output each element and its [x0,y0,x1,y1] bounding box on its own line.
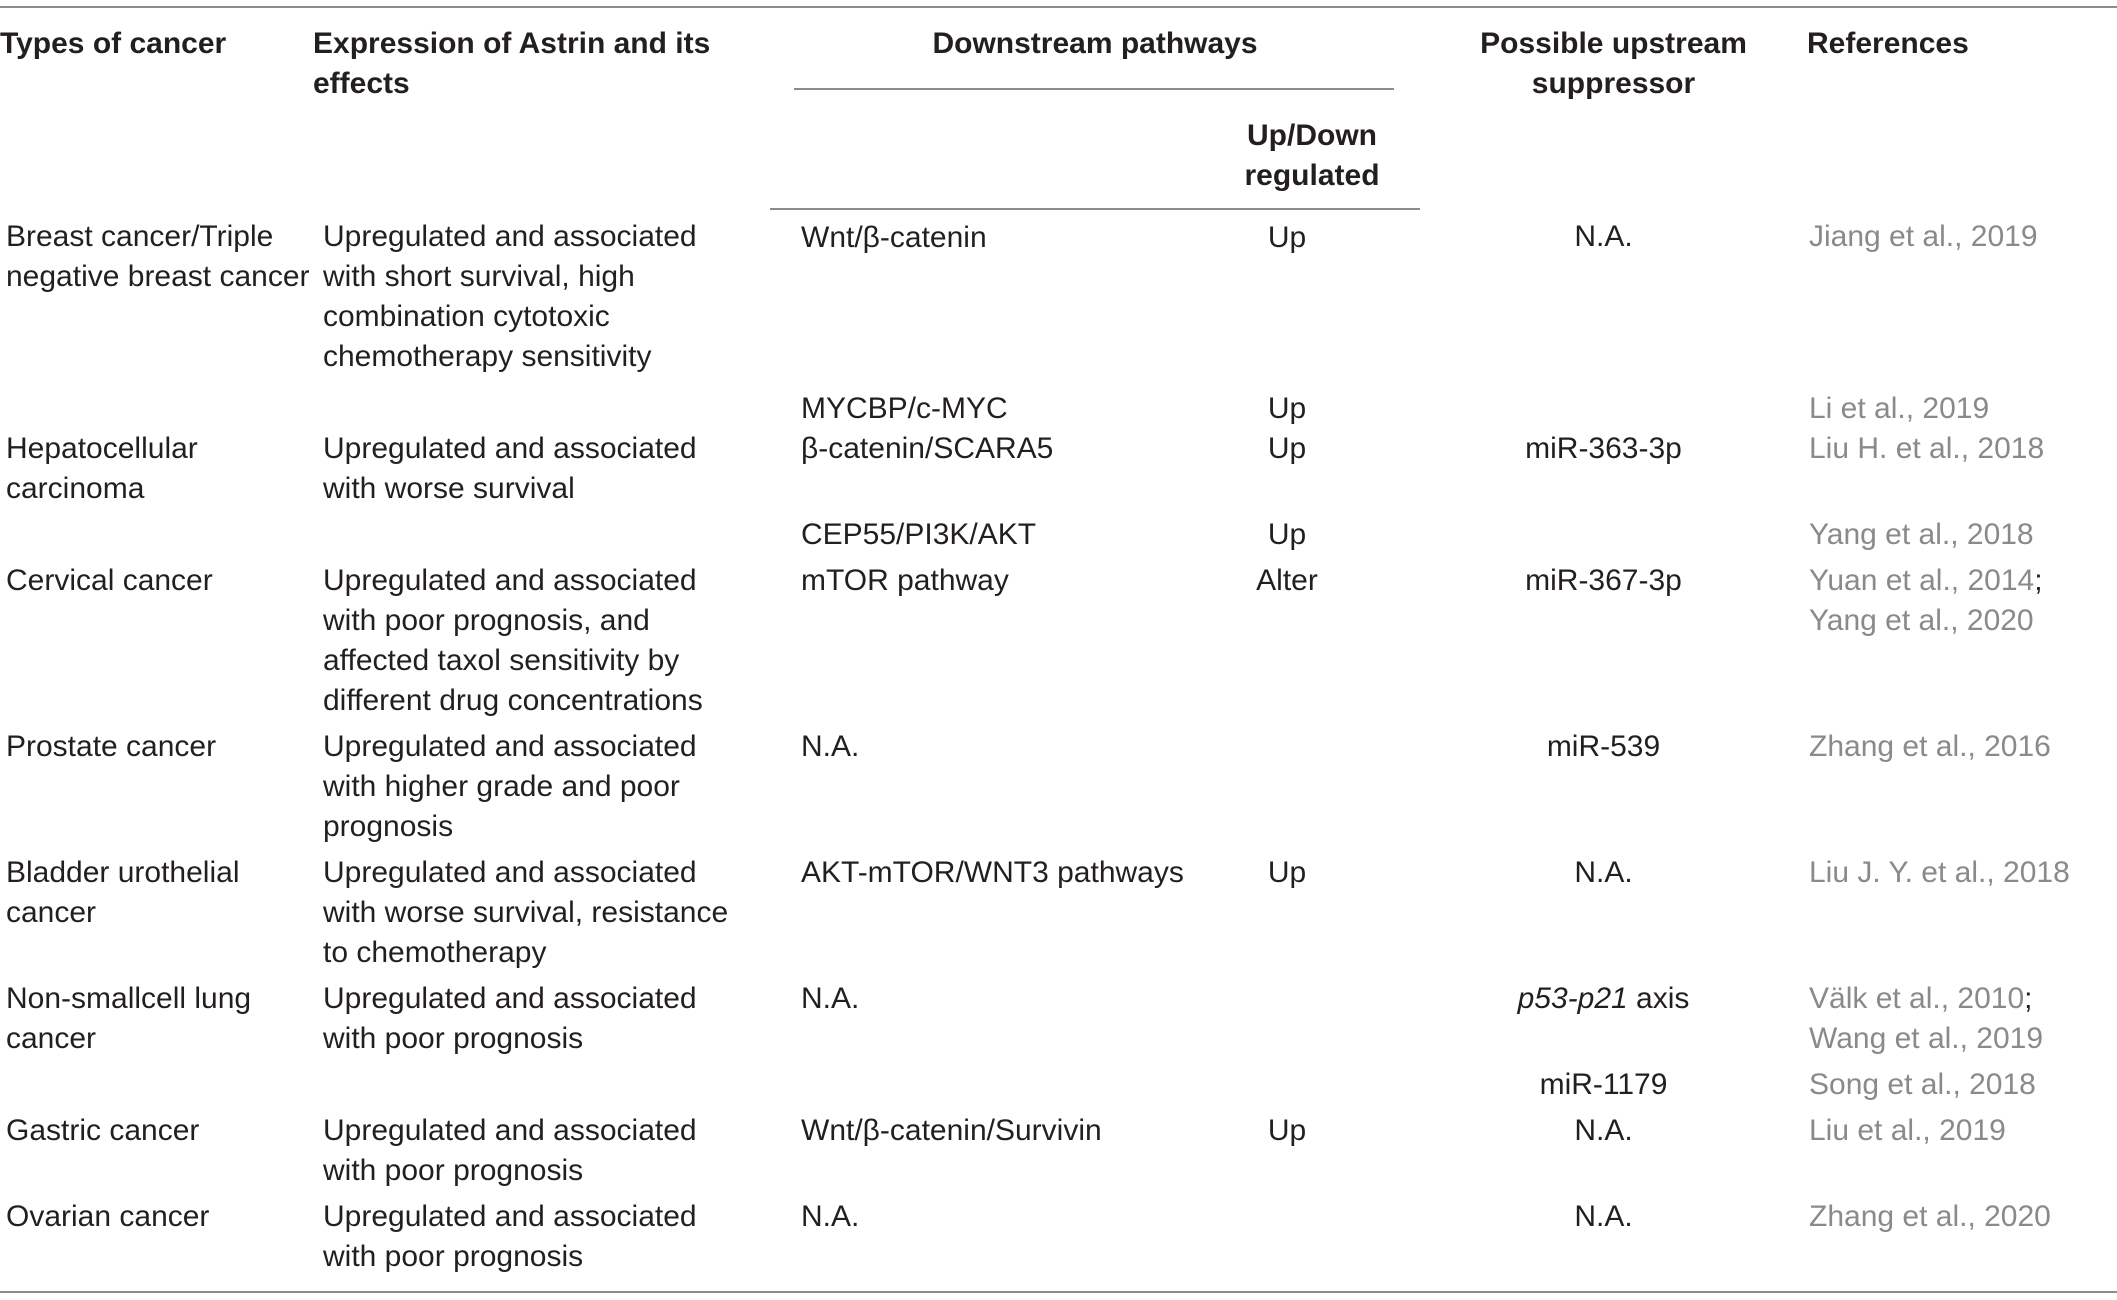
cell-expression [313,1065,770,1111]
cell-expression [313,383,770,429]
table-row [0,561,2117,727]
cell-type: Gastric cancer [6,1114,200,1147]
cell-pathway: AKT-mTOR/WNT3 pathways [801,856,1184,889]
cell-pathway: Wnt/β-catenin/Survivin [801,1114,1102,1147]
cell-pathway: N.A. [770,1197,1214,1292]
cell-regulation [1214,727,1420,853]
cell-reference[interactable] [1807,1111,2117,1197]
cell-reference[interactable] [1807,979,2117,1065]
cell-type: Ovarian cancer [0,1197,313,1292]
reference-separator: ; [2034,564,2043,597]
reference-link[interactable]: Välk et al., 2010 [1809,982,2025,1015]
header-updown: Up/Down regulated [1214,114,1420,209]
cell-reference[interactable] [1807,515,2117,561]
cell-regulation: Up [1267,518,1307,551]
cell-pathway: MYCBP/c-MYC [801,392,1008,425]
cell-type: Hepatocellular carcinoma [6,432,198,505]
header-expression: Expression of Astrin and its effects [313,7,770,209]
cell-reference[interactable] [1807,209,2117,383]
cell-reference[interactable] [1807,853,2117,979]
cell-reference[interactable] [1807,429,2117,515]
cell-reference[interactable] [1807,1197,2117,1292]
table-body [0,209,2117,1292]
reference-link[interactable]: Li et al., 2019 [1809,392,1990,425]
table-row [0,1065,2117,1111]
cell-pathway: N.A. [801,730,860,763]
cell-suppressor: miR-539 [1546,730,1661,763]
cell-pathway: CEP55/PI3K/AKT [801,518,1037,551]
table-row [0,979,2117,1065]
suppressor-rest: axis [1627,982,1690,1015]
suppressor-italic: p53-p21 [1517,982,1628,1015]
cell-regulation: Up [1267,856,1307,889]
table-header [0,7,2117,209]
cell-type [0,515,313,561]
cell-type: Prostate cancer [6,730,217,763]
reference-link[interactable]: Wang et al., 2019 [1809,1022,2044,1055]
reference-link[interactable]: Liu J. Y. et al., 2018 [1809,856,2070,889]
cell-pathway: mTOR pathway [801,564,1009,597]
table-row [0,853,2117,979]
cell-expression [313,515,770,561]
cell-expression: Upregulated and associated with poor prognosis [323,1114,697,1187]
table-row [0,1197,2117,1292]
cell-pathway [770,1065,1214,1111]
cell-regulation: Up [1267,221,1307,254]
cell-suppressor [1420,383,1807,429]
cell-reference[interactable] [1807,1065,2117,1111]
cell-suppressor [1420,979,1807,1065]
cell-reference[interactable] [1807,383,2117,429]
header-pathway-blank [770,114,1214,209]
cell-suppressor: miR-363-3p [1525,432,1682,465]
cell-pathway: Wnt/β-catenin [801,221,987,254]
cell-expression: Upregulated and associated with poor prognosis [323,982,697,1055]
table-row [0,429,2117,515]
cell-pathway: β-catenin/SCARA5 [801,432,1054,465]
reference-link[interactable]: Liu H. et al., 2018 [1809,432,2045,465]
header-downstream [770,7,1420,114]
table-row [0,1111,2117,1197]
cell-expression: Upregulated and associated with worse survival [323,432,697,505]
cell-regulation: Alter [1256,564,1318,597]
cell-type [0,383,313,429]
cell-expression: Upregulated and associated with poor prognosis, and affected taxol sensitivity by different drug concentrations [323,564,703,717]
header-downstream-label: Downstream pathways [932,27,1258,60]
astrin-cancer-table [0,6,2117,1293]
table-row [0,727,2117,853]
reference-link[interactable]: Liu et al., 2019 [1809,1114,2006,1147]
cell-expression: Upregulated and associated with poor prognosis [313,1197,770,1292]
reference-link[interactable]: Yang et al., 2020 [1809,604,2034,637]
header-references: References [1807,7,2117,209]
cell-regulation [1214,1197,1420,1292]
cell-suppressor: N.A. [1574,1114,1633,1147]
cell-suppressor: miR-367-3p [1525,564,1682,597]
cell-regulation: Up [1267,392,1307,425]
cell-suppressor: N.A. [1420,1197,1807,1292]
cell-expression: Upregulated and associated with higher grade and poor prognosis [323,730,697,843]
reference-link[interactable]: Yuan et al., 2014 [1809,564,2035,597]
cell-type: Bladder urothelial cancer [6,856,240,929]
cell-type: Breast cancer/Triple negative breast cancer [6,220,310,293]
reference-link[interactable]: Jiang et al., 2019 [1809,220,2038,253]
table-row [0,209,2117,383]
cell-regulation [1214,979,1420,1065]
cell-expression: Upregulated and associated with short survival, high combination cytotoxic chemotherapy sensitivity [323,220,697,373]
header-suppressor: Possible upstream suppressor [1420,7,1807,209]
cell-regulation: Up [1267,432,1307,465]
cell-type: Cervical cancer [6,564,213,597]
reference-link[interactable]: Song et al., 2018 [1809,1068,2036,1101]
reference-link[interactable]: Zhang et al., 2016 [1809,730,2051,763]
cell-regulation [1214,1065,1420,1111]
cell-reference[interactable] [1807,727,2117,853]
header-downstream-rule [794,88,1394,90]
cell-reference[interactable] [1807,561,2117,727]
reference-link[interactable]: Zhang et al., 2020 [1809,1200,2051,1233]
cell-type [0,1065,313,1111]
header-row [0,7,2117,114]
reference-link[interactable]: Yang et al., 2018 [1809,518,2034,551]
table-row [0,383,2117,429]
cell-regulation: Up [1267,1114,1307,1147]
cell-suppressor: miR-1179 [1539,1068,1668,1101]
cell-pathway: N.A. [801,982,860,1015]
cell-expression: Upregulated and associated with worse survival, resistance to chemotherapy [323,856,729,969]
cell-suppressor: N.A. [1574,220,1633,253]
reference-separator: ; [2024,982,2033,1015]
cell-type: Non-smallcell lung cancer [6,982,252,1055]
cell-suppressor: N.A. [1574,856,1633,889]
table-row [0,515,2117,561]
header-types: Types of cancer [0,7,313,209]
cell-suppressor [1420,515,1807,561]
